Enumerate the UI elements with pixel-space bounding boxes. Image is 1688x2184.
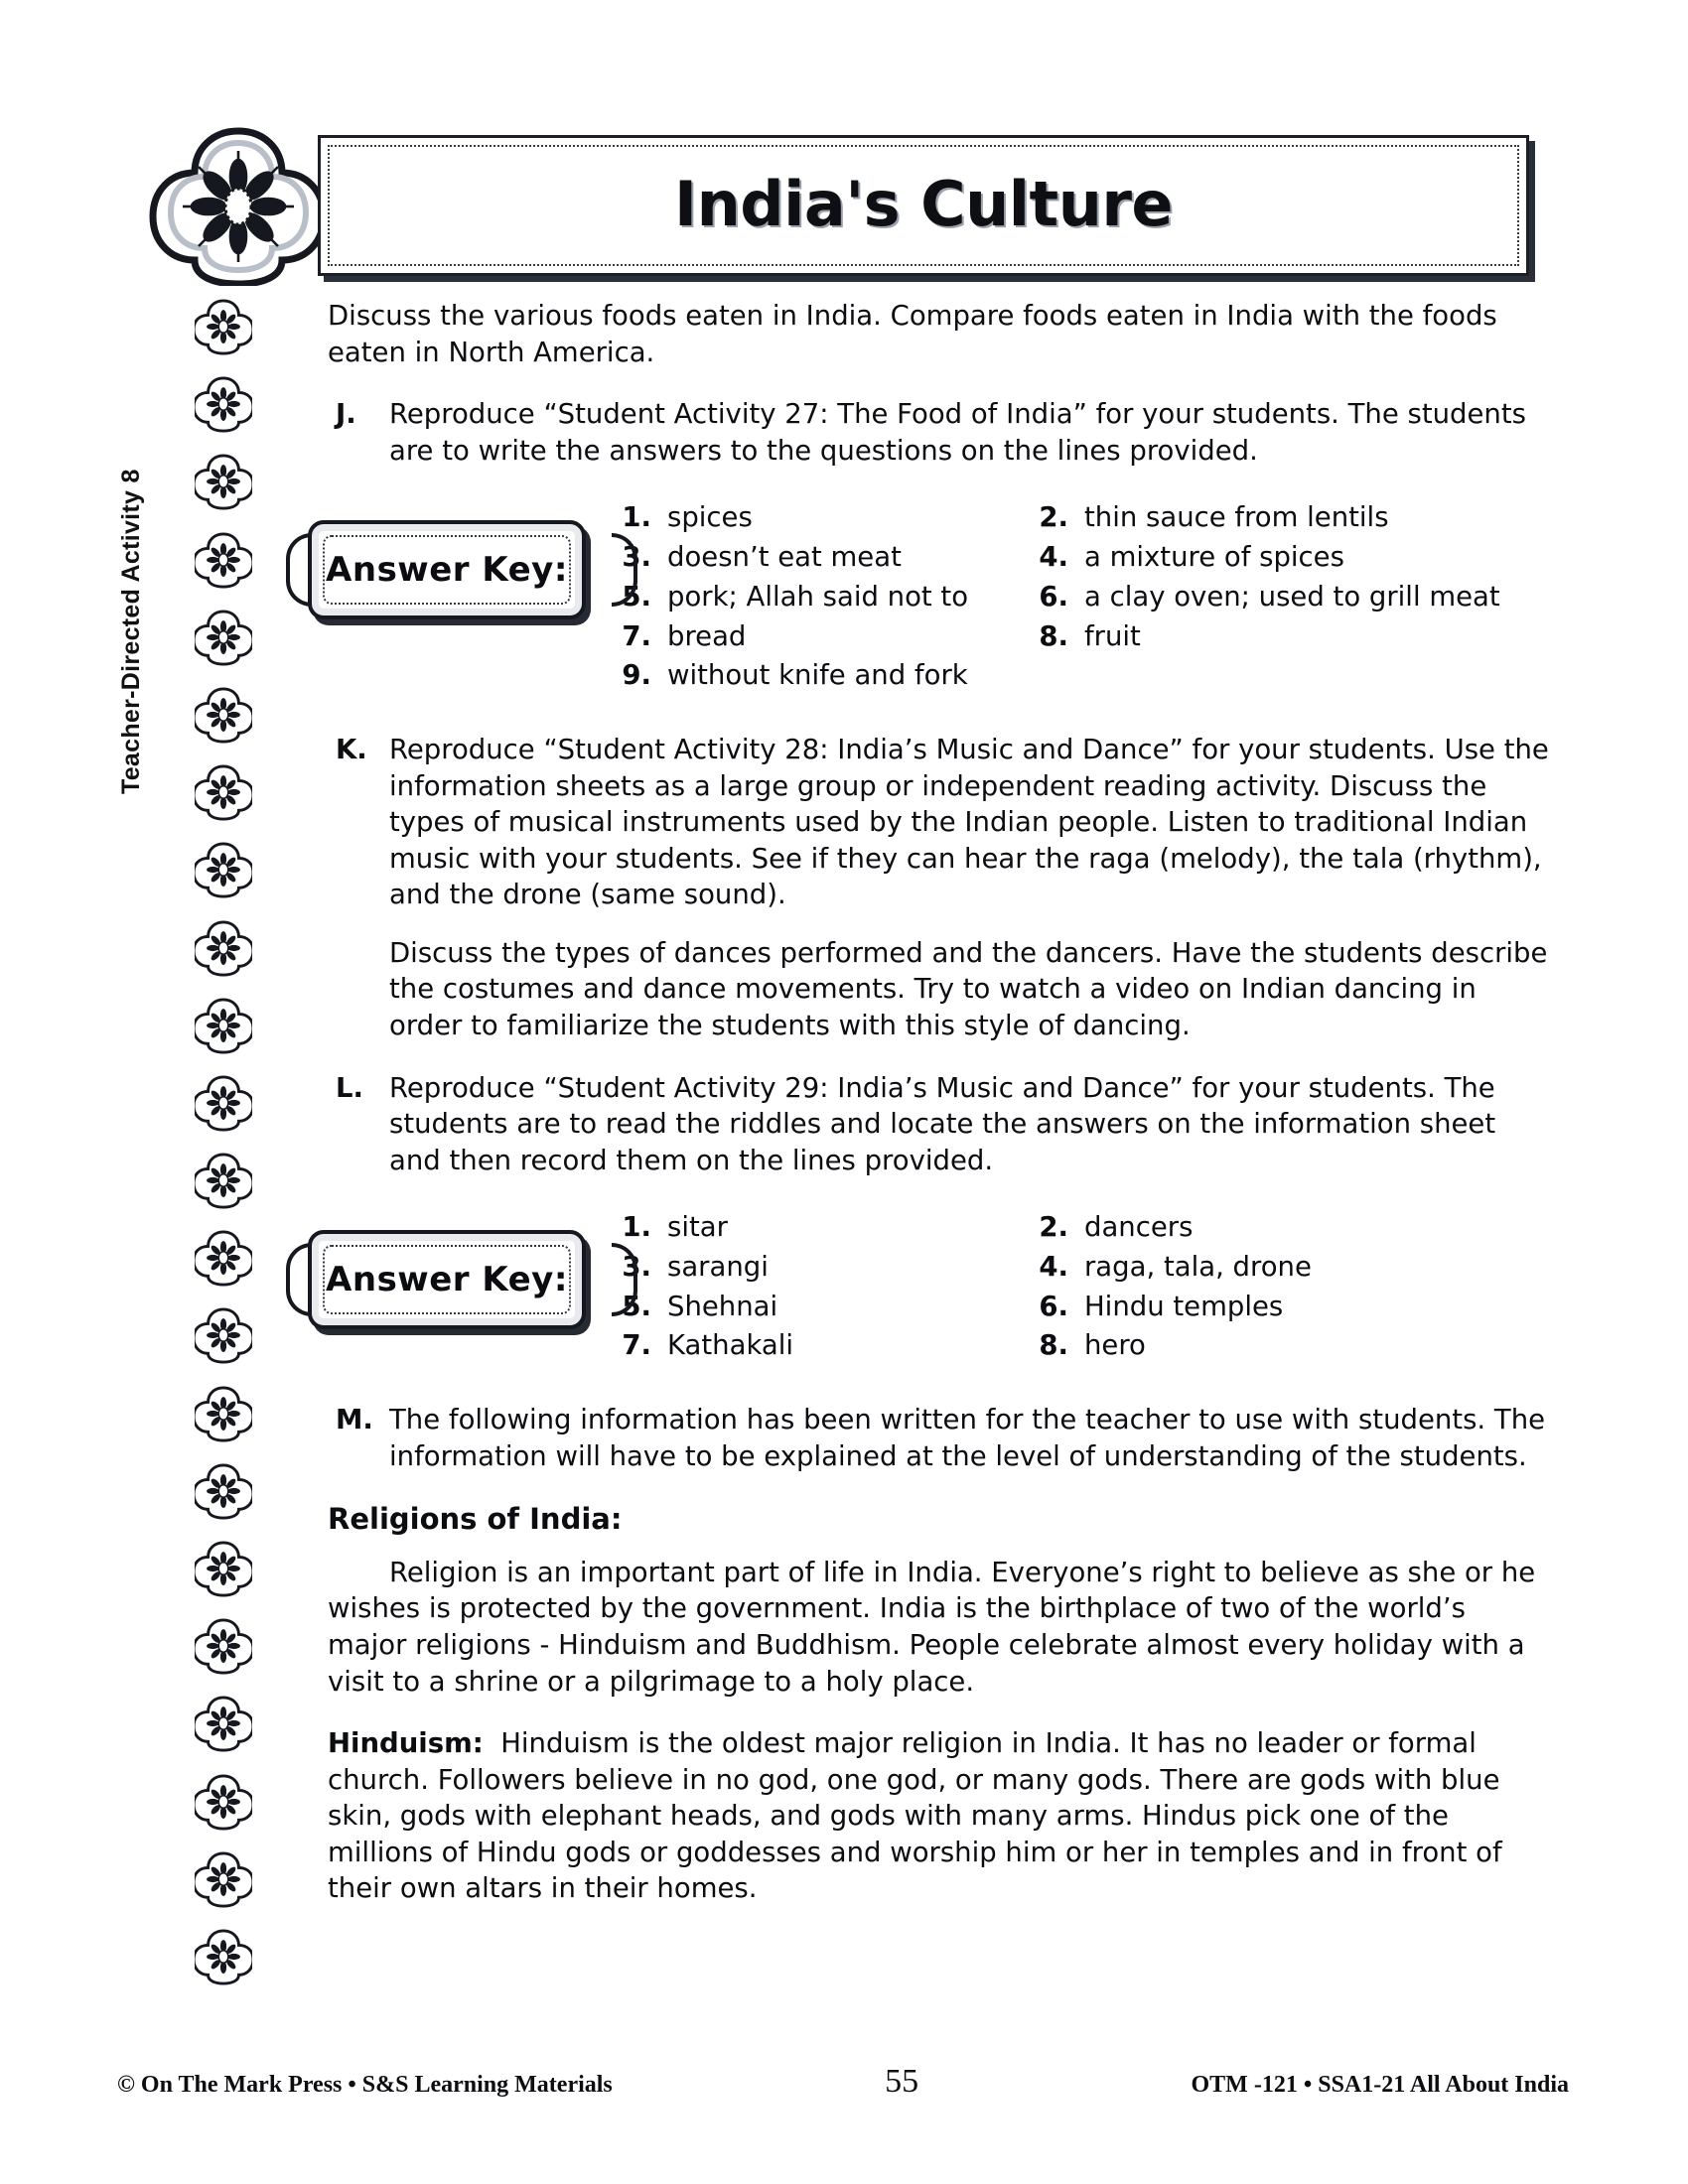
religions-section xyxy=(328,1500,1549,1907)
item-paragraph: Reproduce “Student Activity 27: The Food of India” for your students. The students are to write the answers to the questions on the lines provided. xyxy=(389,398,1526,467)
mandala-medallion-icon xyxy=(195,763,252,821)
answer-text: bread xyxy=(667,619,747,652)
answer-row xyxy=(616,1210,1033,1246)
item-paragraph: The following information has been written for the teacher to use with students. The information will have to be explained at the level of understanding of the students. xyxy=(389,1404,1546,1472)
answer-number: 6. xyxy=(1039,1290,1068,1322)
page-footer xyxy=(117,2063,1569,2101)
answer-key-block-1 xyxy=(328,494,1549,698)
answer-text: thin sauce from lentils xyxy=(1084,501,1389,534)
activity-item-m xyxy=(328,1402,1549,1474)
mandala-medallion-icon xyxy=(195,1540,252,1597)
mandala-medallion-icon xyxy=(195,1229,252,1287)
answer-number: 2. xyxy=(1039,1211,1068,1244)
answer-text: sitar xyxy=(667,1211,728,1244)
answer-number: 4. xyxy=(1039,1250,1068,1283)
footer-product-code: OTM -121 • SSA1-21 All About India xyxy=(1191,2072,1569,2098)
answer-text: Hindu temples xyxy=(1084,1290,1284,1322)
mandala-medallion-icon xyxy=(195,1695,252,1752)
answer-row xyxy=(1033,1250,1489,1286)
religions-heading: Religions of India: xyxy=(328,1502,623,1537)
answer-row xyxy=(1033,1328,1489,1364)
mandala-medallion-icon xyxy=(195,997,252,1054)
answer-text: dancers xyxy=(1084,1211,1194,1244)
answer-number: 5. xyxy=(622,1290,651,1322)
answer-number: 5. xyxy=(622,580,651,613)
answer-column-left xyxy=(616,1210,1033,1368)
answer-text: a mixture of spices xyxy=(1084,541,1344,573)
answer-row xyxy=(1033,540,1489,576)
answer-row xyxy=(616,658,1033,694)
answer-number: 6. xyxy=(1039,580,1068,613)
mandala-medallion-icon xyxy=(195,919,252,977)
activity-item-k xyxy=(328,732,1549,1044)
mandala-medallion-icon xyxy=(195,453,252,510)
item-paragraph: Reproduce “Student Activity 28: India’s Music and Dance” for your students. Use the information sheets as a large group or independent reading activity. Discuss the types of musical instruments used by the Indian people. Listen to traditional Indian music with your students. See if they can hear the raga (melody), the tala (rhythm), and the drone (same sound). xyxy=(389,734,1549,911)
answer-row xyxy=(1033,1210,1489,1246)
worksheet-content xyxy=(328,298,1549,1933)
item-letter: J. xyxy=(336,398,356,431)
medallion-border-strip xyxy=(179,298,268,1985)
answer-text: spices xyxy=(667,501,753,534)
answer-column-left xyxy=(616,500,1033,698)
answer-column-right xyxy=(1033,1210,1489,1368)
answer-key-lists xyxy=(616,494,1549,698)
activity-item-j xyxy=(328,396,1549,469)
mandala-medallion-icon xyxy=(195,1306,252,1364)
answer-number: 9. xyxy=(622,659,651,692)
answer-text: raga, tala, drone xyxy=(1084,1250,1312,1283)
answer-number: 4. xyxy=(1039,541,1068,573)
answer-key-label: Answer Key: xyxy=(326,549,568,590)
item-letter: L. xyxy=(336,1071,363,1104)
answer-text: without knife and fork xyxy=(667,659,968,692)
answer-row xyxy=(1033,500,1489,536)
answer-row xyxy=(616,1328,1033,1364)
answer-number: 7. xyxy=(622,619,651,652)
hinduism-body: Hinduism is the oldest major religion in India. It has no leader or formal church. Followers believe in no god, one god, or many gods. There are gods with blue skin, gods with elephant heads, and gods with many arms. Hindus pick one of the millions of Hindu gods or goddesses and worship him or her in temples and in front of their own altars in their homes. xyxy=(328,1727,1502,1905)
answer-key-badge xyxy=(308,1230,616,1329)
answer-row xyxy=(1033,619,1489,655)
answer-number: 1. xyxy=(622,1211,651,1244)
item-letter: M. xyxy=(336,1404,373,1436)
mandala-medallion-icon xyxy=(195,609,252,666)
answer-key-badge xyxy=(308,520,616,619)
answer-number: 8. xyxy=(1039,1329,1068,1362)
answer-row xyxy=(616,1250,1033,1286)
mandala-medallion-icon xyxy=(195,1928,252,1985)
activity-item-l xyxy=(328,1070,1549,1179)
answer-row xyxy=(1033,1290,1489,1325)
answer-number: 8. xyxy=(1039,619,1068,652)
answer-row xyxy=(616,540,1033,576)
badge-frame xyxy=(308,1230,586,1329)
answer-number: 7. xyxy=(622,1329,651,1362)
item-paragraph: Reproduce “Student Activity 29: India’s Music and Dance” for your students. The students are to read the riddles and locate the answers on the information sheet and then record them on the lines provided. xyxy=(389,1071,1496,1176)
mandala-medallion-icon xyxy=(195,1074,252,1132)
mandala-medallion-icon xyxy=(195,1462,252,1520)
page-header xyxy=(139,127,1529,286)
mandala-medallion-icon xyxy=(195,1850,252,1908)
mandala-medallion-icon xyxy=(195,531,252,589)
answer-row xyxy=(616,619,1033,655)
mandala-medallion-icon xyxy=(195,1385,252,1442)
item-body xyxy=(389,1070,1549,1179)
title-banner xyxy=(318,135,1529,276)
answer-text: hero xyxy=(1084,1329,1146,1362)
answer-column-right xyxy=(1033,500,1500,698)
page-title: India's Culture xyxy=(674,168,1173,241)
answer-number: 3. xyxy=(622,541,651,573)
answer-row xyxy=(616,580,1033,615)
intro-paragraph: Discuss the various foods eaten in India. Compare foods eaten in India with the foods eaten in North America. xyxy=(328,300,1497,368)
answer-row xyxy=(616,1290,1033,1325)
answer-text: doesn’t eat meat xyxy=(667,541,902,573)
item-paragraph: Discuss the types of dances performed and the dancers. Have the students describe the costumes and dance movements. Try to watch a video on Indian dancing in order to familiarize the students with this style of dancing. xyxy=(389,936,1548,1041)
religions-body: Religion is an important part of life in India. Everyone’s right to believe as she or he wishes is protected by the government. India is the birthplace of two of the world’s major religions - Hinduism and Buddhism. People celebrate almost every holiday with a visit to a shrine or a pilgrimage to a holy place. xyxy=(328,1556,1536,1698)
mandala-medallion-icon xyxy=(195,1773,252,1831)
mandala-medallion-icon xyxy=(195,298,252,355)
hinduism-paragraph xyxy=(328,1725,1549,1907)
item-body xyxy=(389,396,1549,469)
vertical-activity-label: Teacher-Directed Activity 8 xyxy=(117,469,145,794)
answer-key-label: Answer Key: xyxy=(326,1259,568,1299)
badge-frame xyxy=(308,520,586,619)
answer-text: Kathakali xyxy=(667,1329,794,1362)
answer-row xyxy=(1033,580,1500,615)
answer-text: pork; Allah said not to xyxy=(667,580,969,613)
item-body xyxy=(389,732,1549,1044)
answer-number: 3. xyxy=(622,1250,651,1283)
mandala-medallion-icon xyxy=(195,375,252,433)
mandala-medallion-icon xyxy=(195,841,252,898)
hinduism-label: Hinduism: xyxy=(328,1727,484,1760)
answer-text: a clay oven; used to grill meat xyxy=(1084,580,1500,613)
mandala-medallion-icon xyxy=(139,127,338,286)
answer-text: sarangi xyxy=(667,1250,769,1283)
item-body xyxy=(389,1402,1549,1474)
answer-key-lists xyxy=(616,1204,1549,1368)
answer-row xyxy=(616,500,1033,536)
mandala-medallion-icon xyxy=(195,686,252,744)
answer-text: fruit xyxy=(1084,619,1141,652)
answer-number: 1. xyxy=(622,501,651,534)
footer-page-number: 55 xyxy=(885,2063,919,2100)
footer-copyright: © On The Mark Press • S&S Learning Materials xyxy=(117,2072,613,2098)
mandala-medallion-icon xyxy=(195,1152,252,1209)
answer-number: 2. xyxy=(1039,501,1068,534)
item-letter: K. xyxy=(336,734,367,765)
answer-text: Shehnai xyxy=(667,1290,778,1322)
answer-key-block-2 xyxy=(328,1204,1549,1368)
mandala-medallion-icon xyxy=(195,1617,252,1675)
